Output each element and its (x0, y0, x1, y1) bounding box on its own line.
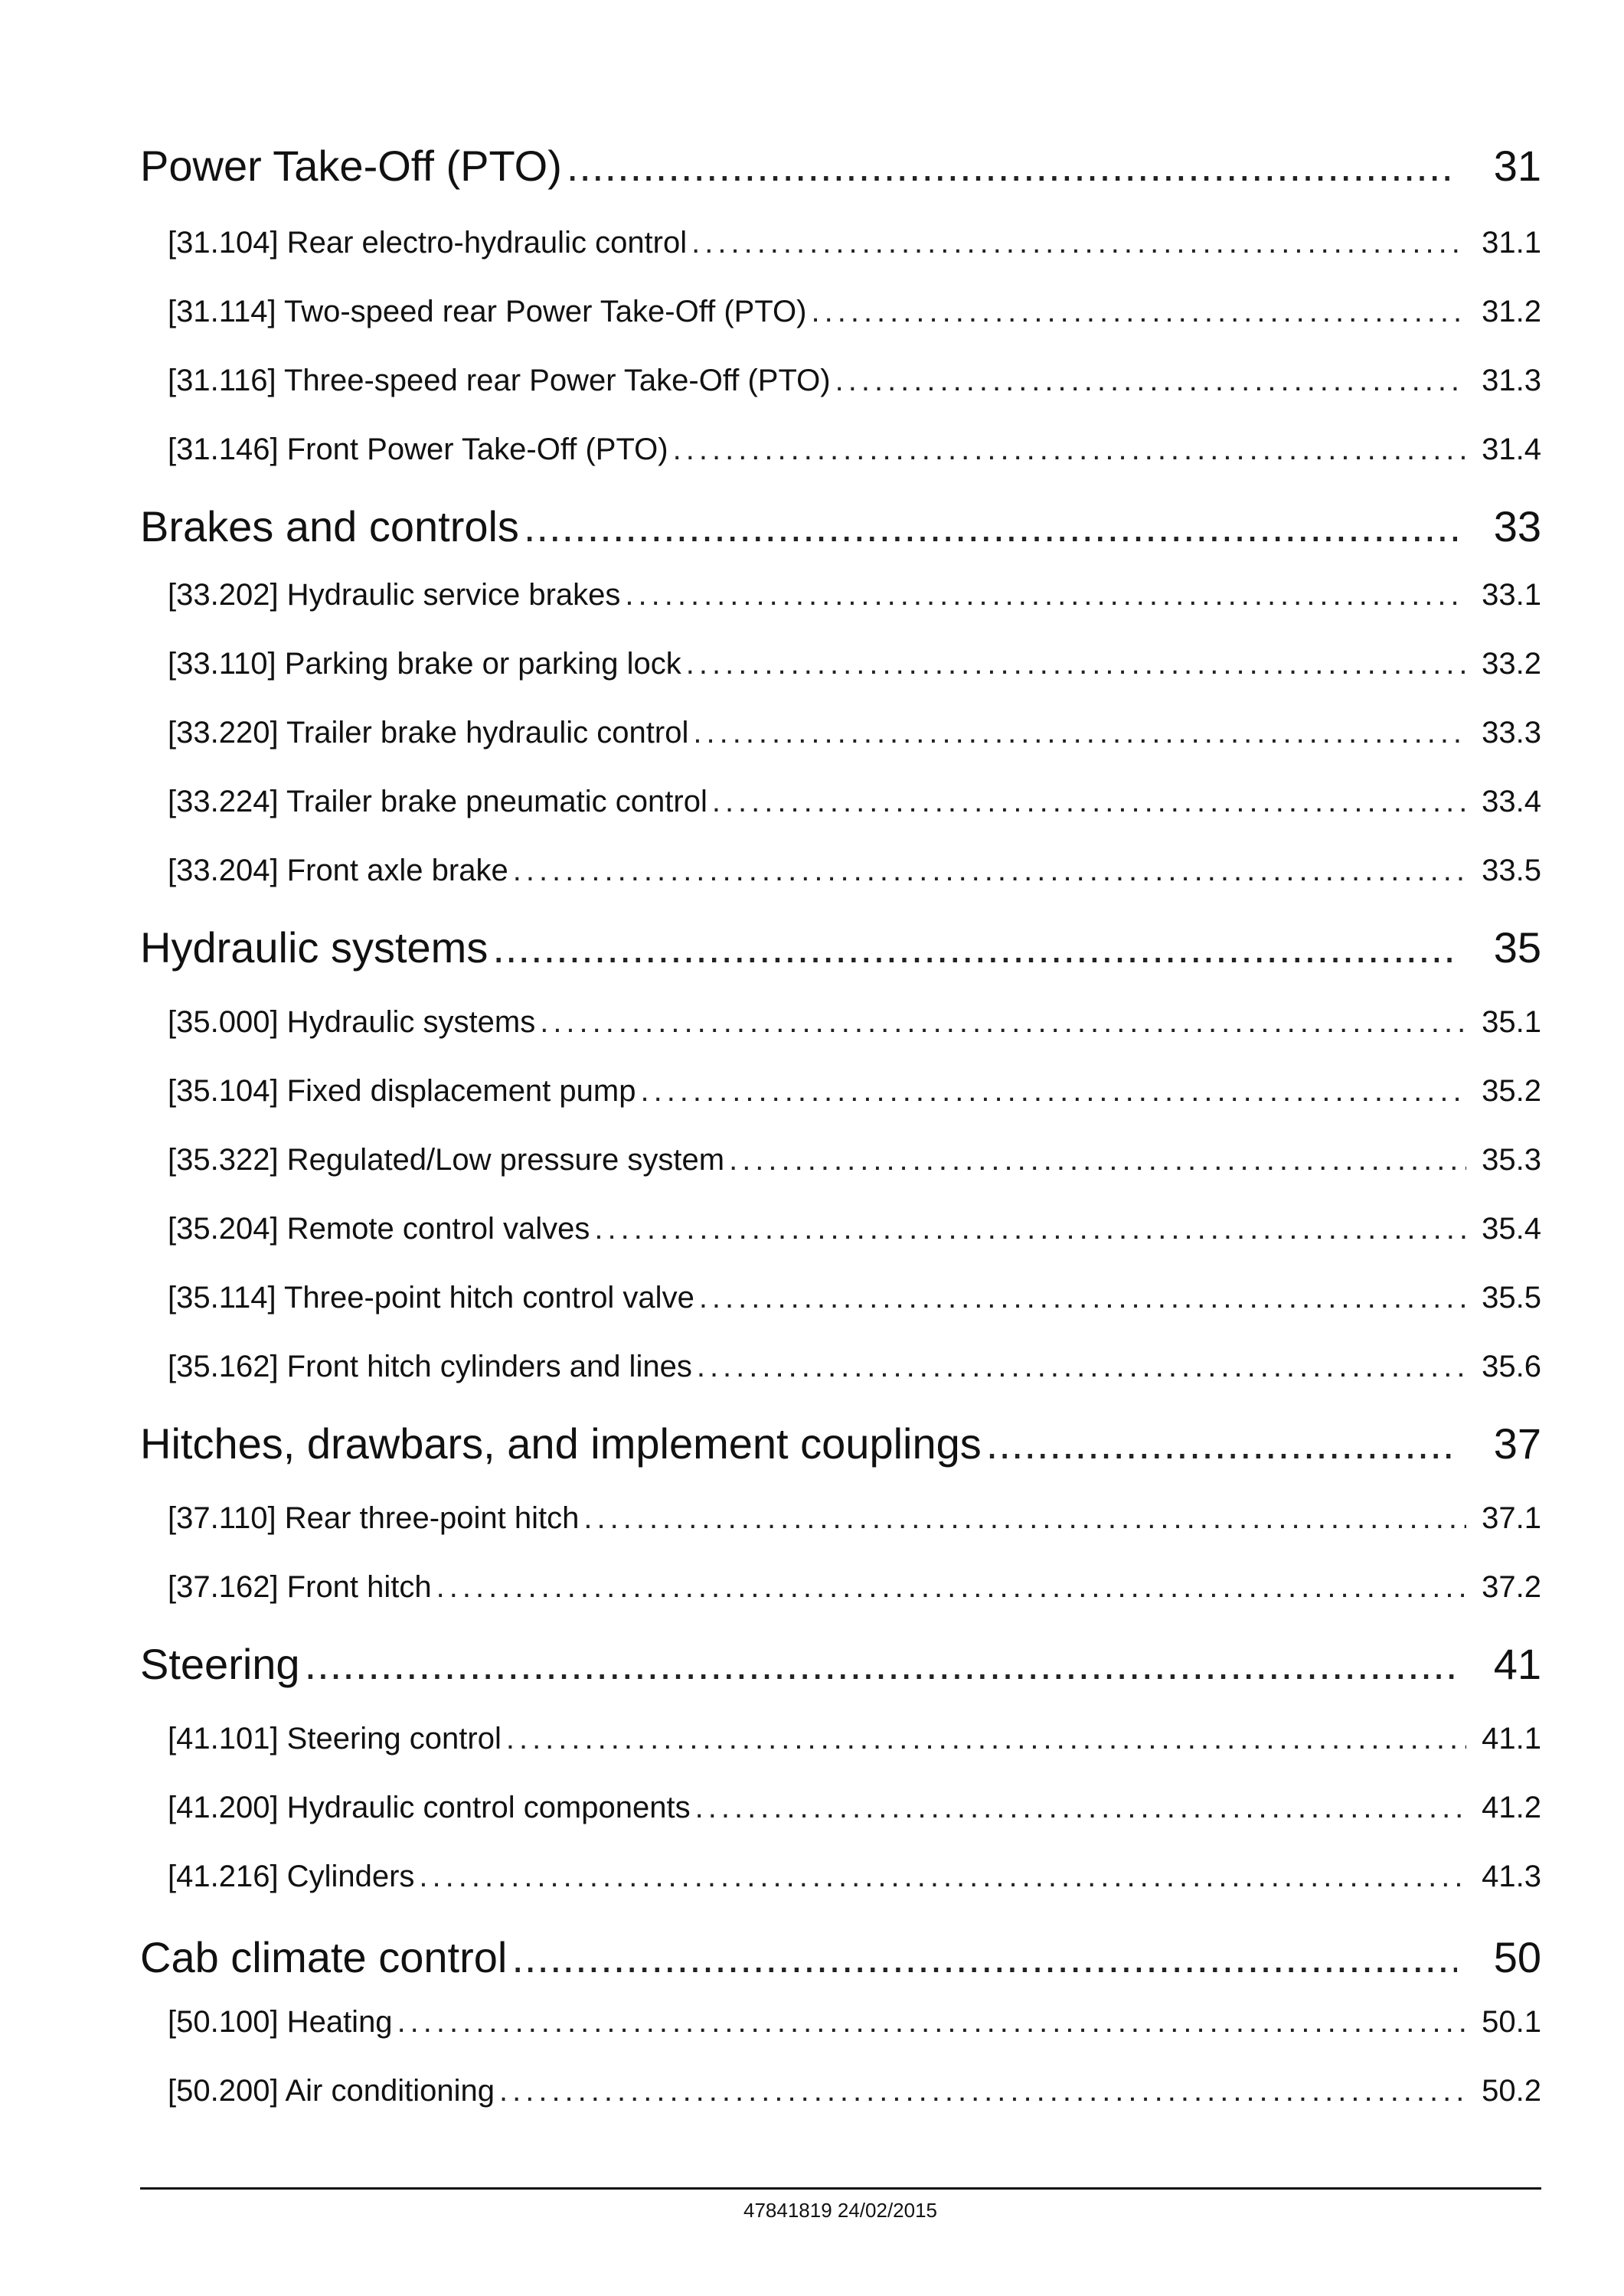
toc-section-row[interactable] (168, 1281, 1541, 1315)
toc-section-page: 31.1 (1482, 226, 1541, 260)
dot-leader (686, 647, 1466, 681)
toc-section-title: [33.202] Hydraulic service brakes (168, 578, 621, 612)
toc-section-title: [37.110] Rear three-point hitch (168, 1501, 580, 1535)
toc-section-row[interactable] (168, 1791, 1541, 1825)
dot-leader (524, 501, 1457, 551)
toc-section-title: [33.110] Parking brake or parking lock (168, 647, 681, 681)
dot-leader (397, 2005, 1466, 2040)
toc-section-row[interactable] (168, 647, 1541, 681)
toc-section-page: 35.1 (1482, 1005, 1541, 1039)
toc-section-title: [37.162] Front hitch (168, 1570, 432, 1604)
dot-leader (305, 1639, 1457, 1689)
toc-section-title: [33.220] Trailer brake hydraulic control (168, 716, 689, 750)
toc-chapter-page: 35 (1493, 923, 1541, 972)
dot-leader (697, 1350, 1466, 1384)
dot-leader (513, 854, 1466, 888)
toc-section-title: [35.104] Fixed displacement pump (168, 1074, 636, 1108)
toc-section-row[interactable] (168, 1570, 1541, 1605)
toc-section-title: [50.100] Heating (168, 2005, 393, 2039)
toc-chapter-title: Hitches, drawbars, and implement couplings (140, 1419, 982, 1468)
dot-leader (835, 364, 1466, 398)
toc-section-title: [31.104] Rear electro-hydraulic control (168, 226, 688, 260)
dot-leader (986, 1419, 1457, 1468)
toc-chapter-title: Power Take-Off (PTO) (140, 142, 562, 190)
toc-chapter-row[interactable] (140, 1419, 1541, 1468)
toc-section-title: [31.146] Front Power Take-Off (PTO) (168, 433, 668, 466)
toc-chapter-row[interactable] (140, 1639, 1541, 1689)
dot-leader (506, 1722, 1466, 1756)
toc-section-page: 31.3 (1482, 364, 1541, 397)
dot-leader (811, 295, 1466, 329)
toc-section-page: 41.1 (1482, 1722, 1541, 1755)
toc-section-page: 35.3 (1482, 1143, 1541, 1177)
toc-chapter-title: Steering (140, 1640, 300, 1688)
toc-section-row[interactable] (168, 1860, 1541, 1894)
dot-leader (729, 1143, 1466, 1177)
toc-section-page: 33.1 (1482, 578, 1541, 612)
toc-section-page: 37.2 (1482, 1570, 1541, 1604)
toc-section-page: 31.4 (1482, 433, 1541, 466)
toc-section-page: 33.5 (1482, 854, 1541, 887)
dot-leader (712, 785, 1466, 819)
toc-section-page: 50.1 (1482, 2005, 1541, 2039)
toc-section-title: [31.116] Three-speed rear Power Take-Off (PTO) (168, 364, 831, 397)
toc-chapter-page: 41 (1493, 1640, 1541, 1688)
dot-leader (699, 1281, 1466, 1315)
footer-divider (140, 2187, 1541, 2190)
toc-chapter-page: 50 (1493, 1933, 1541, 1981)
toc-section-row[interactable] (168, 226, 1541, 260)
toc-section-row[interactable] (168, 716, 1541, 750)
toc-section-row[interactable] (168, 2074, 1541, 2108)
toc-section-row[interactable] (168, 1350, 1541, 1384)
dot-leader (499, 2074, 1466, 2108)
dot-leader (436, 1570, 1466, 1605)
toc-section-row[interactable] (168, 2005, 1541, 2040)
toc-section-page: 41.3 (1482, 1860, 1541, 1893)
toc-section-title: [35.162] Front hitch cylinders and lines (168, 1350, 692, 1383)
toc-section-row[interactable] (168, 295, 1541, 329)
toc-section-title: [50.200] Air conditioning (168, 2074, 495, 2108)
toc-chapter-title: Cab climate control (140, 1933, 508, 1981)
toc-section-row[interactable] (168, 785, 1541, 819)
toc-section-page: 50.2 (1482, 2074, 1541, 2108)
toc-section-page: 35.6 (1482, 1350, 1541, 1383)
toc-chapter-title: Hydraulic systems (140, 923, 489, 972)
toc-section-title: [33.204] Front axle brake (168, 854, 508, 887)
toc-section-page: 33.4 (1482, 785, 1541, 818)
dot-leader (492, 923, 1457, 972)
dot-leader (567, 141, 1457, 191)
toc-section-page: 37.1 (1482, 1501, 1541, 1535)
toc-chapter-page: 37 (1493, 1419, 1541, 1468)
toc-section-row[interactable] (168, 364, 1541, 398)
dot-leader (594, 1212, 1466, 1246)
dot-leader (583, 1501, 1466, 1536)
dot-leader (511, 1932, 1457, 1982)
toc-section-row[interactable] (168, 578, 1541, 612)
toc-section-title: [31.114] Two-speed rear Power Take-Off (PTO) (168, 295, 807, 328)
toc-section-title: [35.114] Three-point hitch control valve (168, 1281, 694, 1315)
toc-section-row[interactable] (168, 1074, 1541, 1109)
toc-chapter-title: Brakes and controls (140, 502, 519, 550)
toc-chapter-row[interactable] (140, 501, 1541, 551)
dot-leader (673, 433, 1466, 467)
toc-section-title: [41.216] Cylinders (168, 1860, 415, 1893)
toc-chapter-row[interactable] (140, 141, 1541, 191)
toc-section-title: [35.322] Regulated/Low pressure system (168, 1143, 725, 1177)
toc-chapter-page: 33 (1493, 502, 1541, 550)
toc-section-title: [35.204] Remote control valves (168, 1212, 590, 1246)
toc-section-page: 31.2 (1482, 295, 1541, 328)
toc-section-title: [35.000] Hydraulic systems (168, 1005, 536, 1039)
toc-section-row[interactable] (168, 1005, 1541, 1040)
toc-section-row[interactable] (168, 1212, 1541, 1246)
dot-leader (625, 578, 1466, 612)
toc-section-page: 35.5 (1482, 1281, 1541, 1315)
toc-section-row[interactable] (168, 1501, 1541, 1536)
toc-chapter-row[interactable] (140, 1932, 1541, 1982)
toc-section-page: 33.3 (1482, 716, 1541, 750)
toc-chapter-row[interactable] (140, 923, 1541, 972)
toc-section-page: 33.2 (1482, 647, 1541, 681)
toc-section-title: [33.224] Trailer brake pneumatic control (168, 785, 707, 818)
toc-section-row[interactable] (168, 433, 1541, 467)
toc-section-page: 35.4 (1482, 1212, 1541, 1246)
footer-doc-reference: 47841819 24/02/2015 (743, 2199, 938, 2222)
toc-section-page: 41.2 (1482, 1791, 1541, 1824)
toc-section-title: [41.101] Steering control (168, 1722, 502, 1755)
toc-section-title: [41.200] Hydraulic control components (168, 1791, 691, 1824)
dot-leader (419, 1860, 1466, 1894)
dot-leader (693, 716, 1466, 750)
toc-section-row[interactable] (168, 1143, 1541, 1177)
toc-section-row[interactable] (168, 854, 1541, 888)
toc-section-page: 35.2 (1482, 1074, 1541, 1108)
toc-section-row[interactable] (168, 1722, 1541, 1756)
dot-leader (691, 226, 1466, 260)
dot-leader (540, 1005, 1466, 1040)
dot-leader (695, 1791, 1466, 1825)
toc-chapter-page: 31 (1493, 142, 1541, 190)
dot-leader (640, 1074, 1466, 1109)
